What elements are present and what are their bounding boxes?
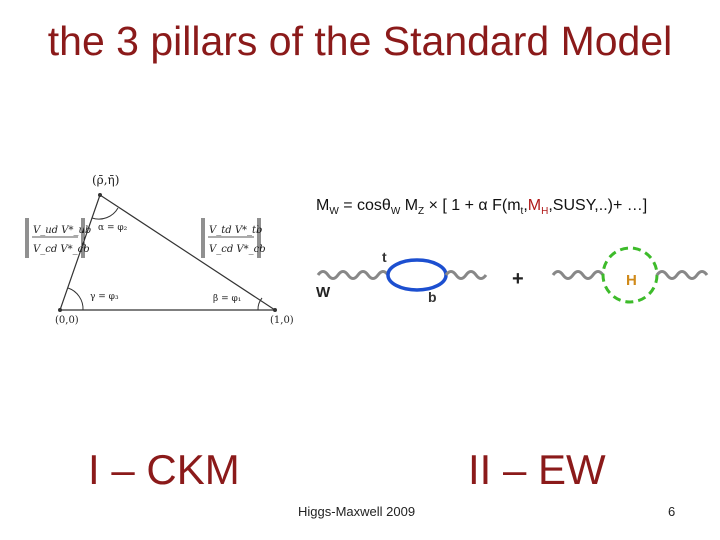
gamma-label: γ = φ₃ (90, 292, 119, 302)
slide-title: the 3 pillars of the Standard Model (47, 18, 673, 64)
right-ratio-numerator: V_td V*_tb (209, 225, 263, 236)
gamma-arc (68, 288, 83, 310)
alpha-label: α = φ₂ (98, 223, 128, 233)
ew-loop-diagrams (310, 245, 720, 310)
right-ratio-denominator: V_cd V*_cb (209, 244, 266, 255)
left-ratio-numerator: V_ud V*_ub (33, 225, 92, 236)
w-boson-line-left (318, 272, 388, 279)
origin-point (58, 308, 62, 312)
w-mass-formula: $M_W = \cos\theta_W$ $M_Z$ × [ 1 + α $F(m_t,M_H,SUSY,..)+$ …] (316, 197, 648, 218)
higgs-label: H (626, 272, 637, 289)
origin-label: (0,0) (55, 315, 79, 326)
unit-label: (1,0) (270, 315, 294, 326)
ew-pillar-label: II – EW (468, 446, 606, 493)
alpha-arc (92, 208, 118, 219)
w-boson-line-right (446, 272, 486, 279)
plus-sign: + (512, 268, 524, 290)
ckm-pillar-label: I – CKM (88, 446, 240, 493)
w-boson-line-left-2 (553, 272, 603, 279)
apex-label: (ρ̄,η̄) (92, 173, 120, 187)
beta-label: β = φ₁ (213, 294, 242, 304)
w-label: W (316, 284, 331, 301)
left-ratio-denominator: V_cd V*_cb (33, 244, 90, 255)
top-quark-label: t (382, 249, 387, 265)
top-bottom-loop (388, 260, 446, 290)
page-number: 6 (668, 504, 676, 519)
unit-point (273, 308, 277, 312)
ckm-triangle-diagram (0, 160, 310, 330)
footer-text: Higgs-Maxwell 2009 (298, 504, 416, 519)
w-boson-line-right-2 (657, 272, 707, 279)
bottom-quark-label: b (428, 289, 437, 305)
apex-point (98, 193, 102, 197)
